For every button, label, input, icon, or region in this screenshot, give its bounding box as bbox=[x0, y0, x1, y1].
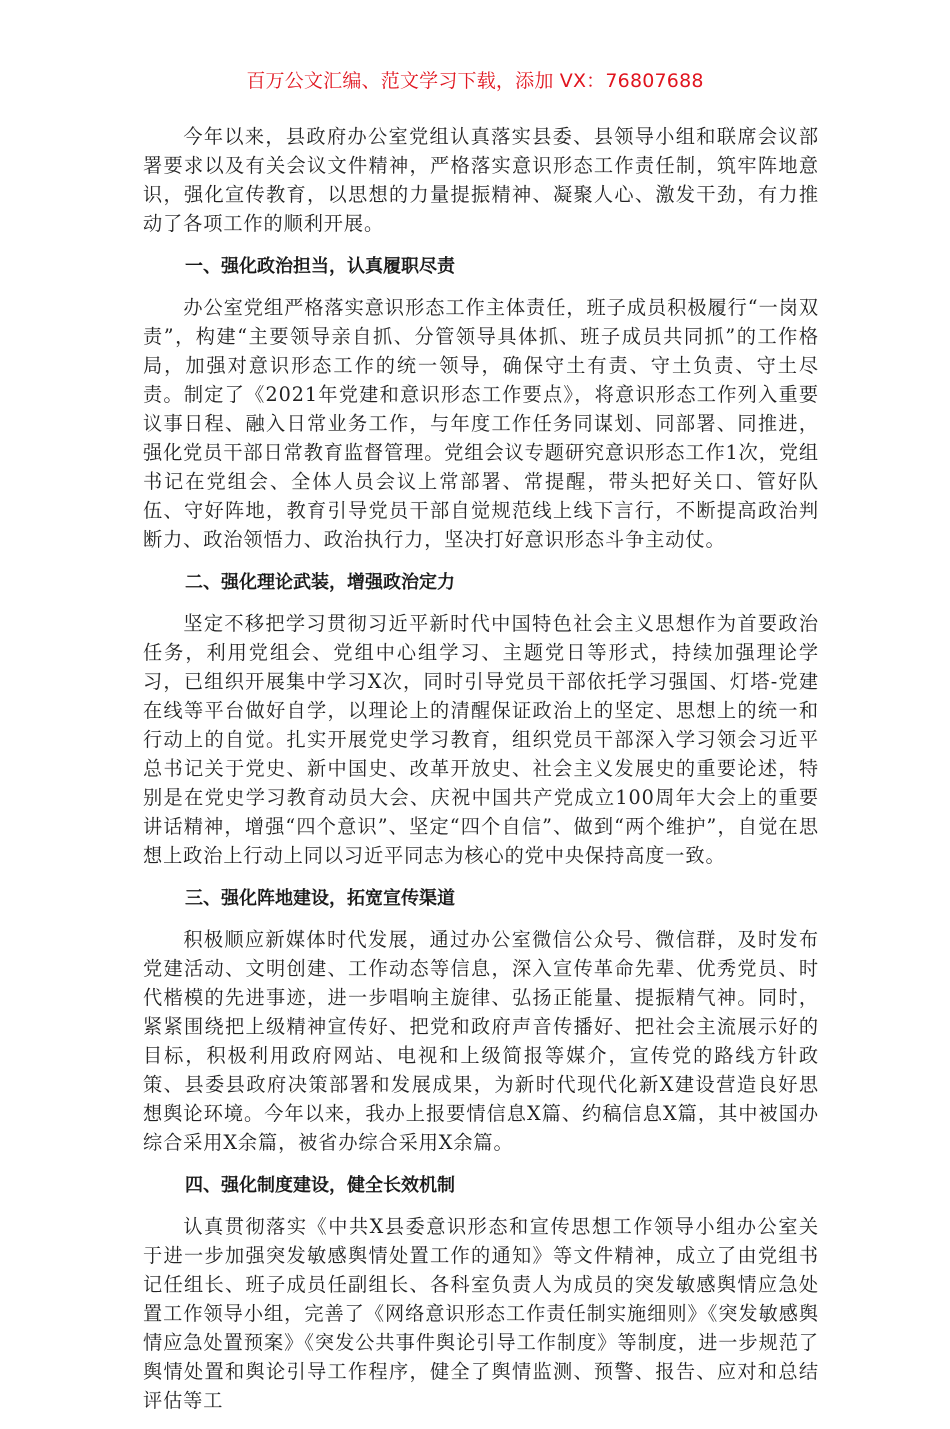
section-3-heading: 三、强化阵地建设，拓宽宣传渠道 bbox=[185, 888, 455, 909]
section-4-paragraph: 认真贯彻落实《中共X县委意识形态和宣传思想工作领导小组办公室关于进一步加强突发敏感舆情处置工作的通知》等文件精神，成立了由党组书记任组长、班子成员任副组长、各科室负责人为成员的突发敏感舆情应急处置工作领导小组，完善了《网络意识形态工作责任制实施细则》《突发敏感舆情应急处置预案》《突发公共事件舆论引导工作制度》等制度，进一步规范了舆情处置和舆论引导工作程序，健全了舆情监测、预警、报告、应对和总结评估等工 bbox=[143, 1215, 819, 1412]
section-3-body-block bbox=[143, 925, 819, 1157]
intro-paragraph: 今年以来，县政府办公室党组认真落实县委、县领导小组和联席会议部署要求以及有关会议文件精神，严格落实意识形态工作责任制，筑牢阵地意识，强化宣传教育，以思想的力量提振精神、凝聚人心、激发干劲，有力推动了各项工作的顺利开展。 bbox=[143, 125, 819, 235]
section-2-body-block bbox=[143, 609, 819, 870]
section-2-heading-block bbox=[143, 568, 819, 597]
section-4-body-block bbox=[143, 1212, 819, 1415]
section-1-heading: 一、强化政治担当，认真履职尽责 bbox=[185, 256, 455, 277]
section-1-heading-block bbox=[143, 252, 819, 281]
intro-paragraph-block bbox=[143, 122, 819, 238]
section-1-body-block bbox=[143, 293, 819, 554]
section-4-heading: 四、强化制度建设，健全长效机制 bbox=[185, 1175, 455, 1196]
section-3-paragraph: 积极顺应新媒体时代发展，通过办公室微信公众号、微信群，及时发布党建活动、文明创建、工作动态等信息，深入宣传革命先辈、优秀党员、时代楷模的先进事迹，进一步唱响主旋律、弘扬正能量、提振精气神。同时，紧紧围绕把上级精神宣传好、把党和政府声音传播好、把社会主流展示好的目标，积极利用政府网站、电视和上级简报等媒介，宣传党的路线方针政策、县委县政府决策部署和发展成果，为新时代现代化新X建设营造良好思想舆论环境。今年以来，我办上报要情信息X篇、约稿信息X篇，其中被国办综合采用X余篇，被省办综合采用X余篇。 bbox=[143, 928, 819, 1154]
section-4-heading-block bbox=[143, 1171, 819, 1200]
section-2-heading: 二、强化理论武装，增强政治定力 bbox=[185, 572, 455, 593]
watermark-banner: 百万公文汇编、范文学习下载，添加 VX：76807688 bbox=[246, 70, 704, 92]
document-body bbox=[143, 122, 819, 1429]
section-1-paragraph: 办公室党组严格落实意识形态工作主体责任，班子成员积极履行“一岗双责”，构建“主要领导亲自抓、分管领导具体抓、班子成员共同抓”的工作格局，加强对意识形态工作的统一领导，确保守土有责、守土负责、守土尽责。制定了《2021年党建和意识形态工作要点》，将意识形态工作列入重要议事日程、融入日常业务工作，与年度工作任务同谋划、同部署、同推进，强化党员干部日常教育监督管理。党组会议专题研究意识形态工作1次，党组书记在党组会、全体人员会议上常部署、常提醒，带头把好关口、管好队伍、守好阵地，教育引导党员干部自觉规范线上线下言行，不断提高政治判断力、政治领悟力、政治执行力，坚决打好意识形态斗争主动仗。 bbox=[143, 296, 819, 551]
section-2-paragraph: 坚定不移把学习贯彻习近平新时代中国特色社会主义思想作为首要政治任务，利用党组会、党组中心组学习、主题党日等形式，持续加强理论学习，已组织开展集中学习X次，同时引导党员干部依托学习强国、灯塔-党建在线等平台做好自学，以理论上的清醒保证政治上的坚定、思想上的统一和行动上的自觉。扎实开展党史学习教育，组织党员干部深入学习领会习近平总书记关于党史、新中国史、改革开放史、社会主义发展史的重要论述，特别是在党史学习教育动员大会、庆祝中国共产党成立100周年大会上的重要讲话精神，增强“四个意识”、坚定“四个自信”、做到“两个维护”，自觉在思想上政治上行动上同以习近平同志为核心的党中央保持高度一致。 bbox=[143, 612, 819, 867]
section-3-heading-block bbox=[143, 884, 819, 913]
